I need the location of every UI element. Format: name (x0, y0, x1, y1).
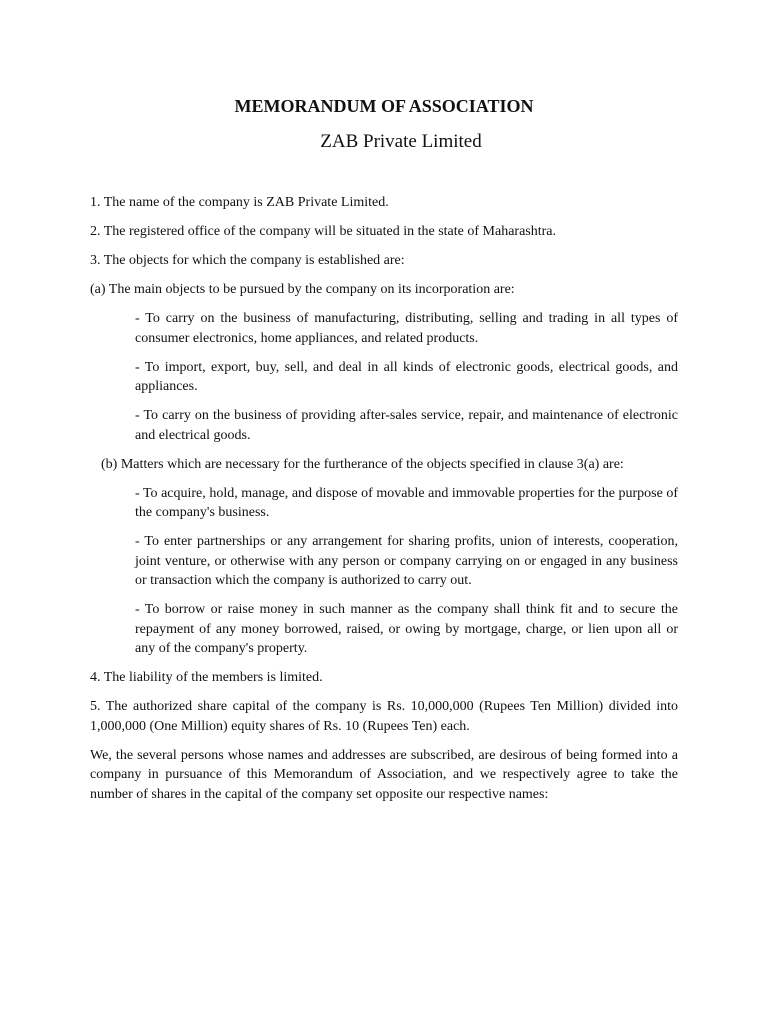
document-body (90, 193, 678, 804)
ancillary-object-item: - To acquire, hold, manage, and dispose of movable and immovable properties for the purpose of the company's business. (135, 485, 678, 520)
clause-3: 3. The objects for which the company is established are: (90, 253, 405, 268)
document-title: MEMORANDUM OF ASSOCIATION (234, 96, 534, 116)
clause-2: 2. The registered office of the company will be situated in the state of Maharashtra. (90, 224, 556, 239)
main-object-item: - To import, export, buy, sell, and deal in all kinds of electronic goods, electrical goods, and appliances. (135, 359, 678, 394)
clause-5: 5. The authorized share capital of the company is Rs. 10,000,000 (Rupees Ten Million) divided into 1,000,000 (One Million) equity shares of Rs. 10 (Rupees Ten) each. (90, 699, 678, 734)
ancillary-object-item: - To borrow or raise money in such manner as the company shall think fit and to secure the repayment of any money borrowed, raised, or owing by mortgage, charge, or lien upon all or any of the company's property. (135, 602, 678, 656)
subscription-statement: We, the several persons whose names and addresses are subscribed, are desirous of being formed into a company in pursuance of this Memorandum of Association, and we respectively agree to take the number of shares in the capital of the company set opposite our respective names: (90, 747, 678, 802)
clause-3b-heading: (b) Matters which are necessary for the furtherance of the objects specified in clause 3(a) are: (101, 456, 624, 472)
clause-4: 4. The liability of the members is limited. (90, 670, 323, 685)
company-name-subtitle: ZAB Private Limited (320, 131, 482, 152)
clause-3a-heading: (a) The main objects to be pursued by the company on its incorporation are: (90, 282, 515, 297)
main-object-item: - To carry on the business of manufacturing, distributing, selling and trading in all types of consumer electronics, home appliances, and related products. (135, 311, 678, 346)
clause-1: 1. The name of the company is ZAB Private Limited. (90, 195, 389, 210)
main-object-item: - To carry on the business of providing after-sales service, repair, and maintenance of electronic and electrical goods. (135, 408, 678, 443)
ancillary-object-item: - To enter partnerships or any arrangement for sharing profits, union of interests, cooperation, joint venture, or otherwise with any person or company carrying on or engaged in any business or transaction which the company is authorized to carry out. (135, 534, 678, 588)
